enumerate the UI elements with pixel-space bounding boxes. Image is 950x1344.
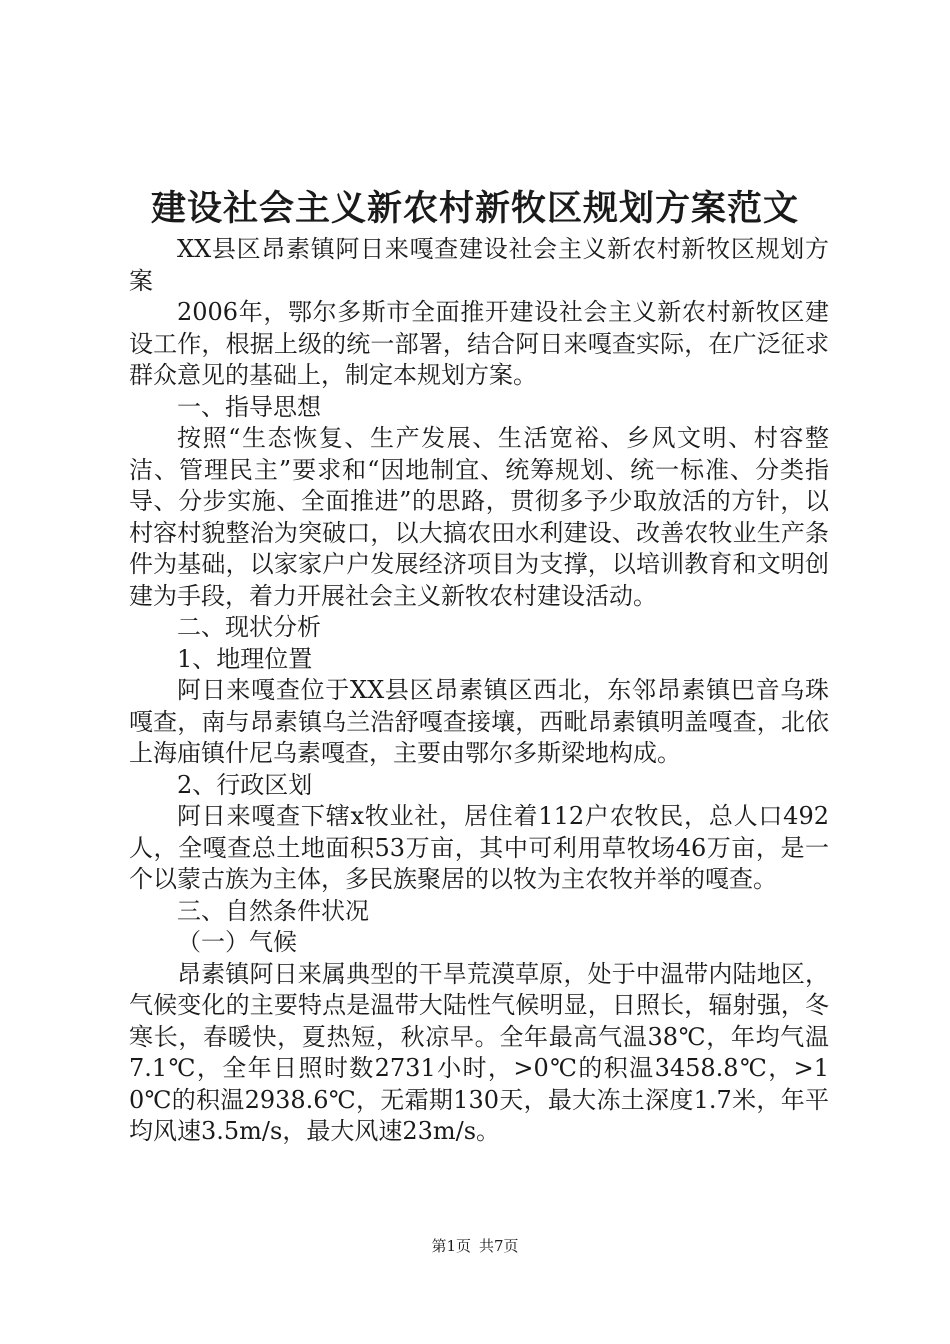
paragraph-administrative-division: 阿日来嘎查下辖x牧业社，居住着112户农牧民，总人口492人，全嘎查总土地面积53万亩，其中可利用草牧场46万亩，是一个以蒙古族为主体，多民族聚居的以牧为主农牧并举的嘎查。: [129, 802, 829, 893]
page-total: 共7页: [479, 1237, 519, 1255]
page-footer: [0, 1236, 950, 1256]
section-heading-natural-conditions: 三、自然条件状况: [177, 896, 369, 925]
page-number: 第1页: [431, 1237, 471, 1255]
subheading-geographic-location: 1、地理位置: [177, 644, 313, 673]
section-heading-guiding-ideology: 一、指导思想: [177, 392, 321, 421]
section-heading-status-analysis: 二、现状分析: [177, 613, 321, 641]
subheading-climate: （一）气候: [177, 928, 297, 956]
paragraph-intro: 2006年，鄂尔多斯市全面推开建设社会主义新农村新牧区建设工作，根据上级的统一部署，结合阿日来嘎查实际，在广泛征求群众意见的基础上，制定本规划方案。: [129, 298, 829, 389]
subheading-administrative-division: 2、行政区划: [177, 770, 313, 799]
paragraph-subtitle: XX县区昂素镇阿日来嘎查建设社会主义新农村新牧区规划方案: [129, 235, 829, 295]
paragraph-climate: 昂素镇阿日来属典型的干旱荒漠草原，处于中温带内陆地区，气候变化的主要特点是温带大陆性气候明显，日照长，辐射强，冬寒长，春暖快，夏热短，秋凉早。全年最高气温38℃，年均气温7.1℃，全年日照时数2731小时，>0℃的积温3458.8℃，>10℃的积温2938.6℃，无霜期130天，最大冻土深度1.7米，年平均风速3.5m/s，最大风速23m/s。: [129, 959, 829, 1145]
document-title: 建设社会主义新农村新牧区规划方案范文: [150, 188, 799, 229]
document-body: [129, 234, 829, 1148]
paragraph-guiding-ideology: 按照“生态恢复、生产发展、生活宽裕、乡风文明、村容整洁、管理民主”要求和“因地制宜、统筹规划、统一标准、分类指导、分步实施、全面推进”的思路，贯彻多予少取放活的方针，以村容村貌整治为突破口，以大搞农田水利建设、改善农牧业生产条件为基础，以家家户户发展经济项目为支撑，以培训教育和文明创建为手段，着力开展社会主义新牧农村建设活动。: [129, 424, 829, 610]
paragraph-geographic-location: 阿日来嘎查位于XX县区昂素镇区西北，东邻昂素镇巴音乌珠嘎查，南与昂素镇乌兰浩舒嘎查接壤，西毗昂素镇明盖嘎查，北依上海庙镇什尼乌素嘎查，主要由鄂尔多斯梁地构成。: [129, 676, 829, 767]
